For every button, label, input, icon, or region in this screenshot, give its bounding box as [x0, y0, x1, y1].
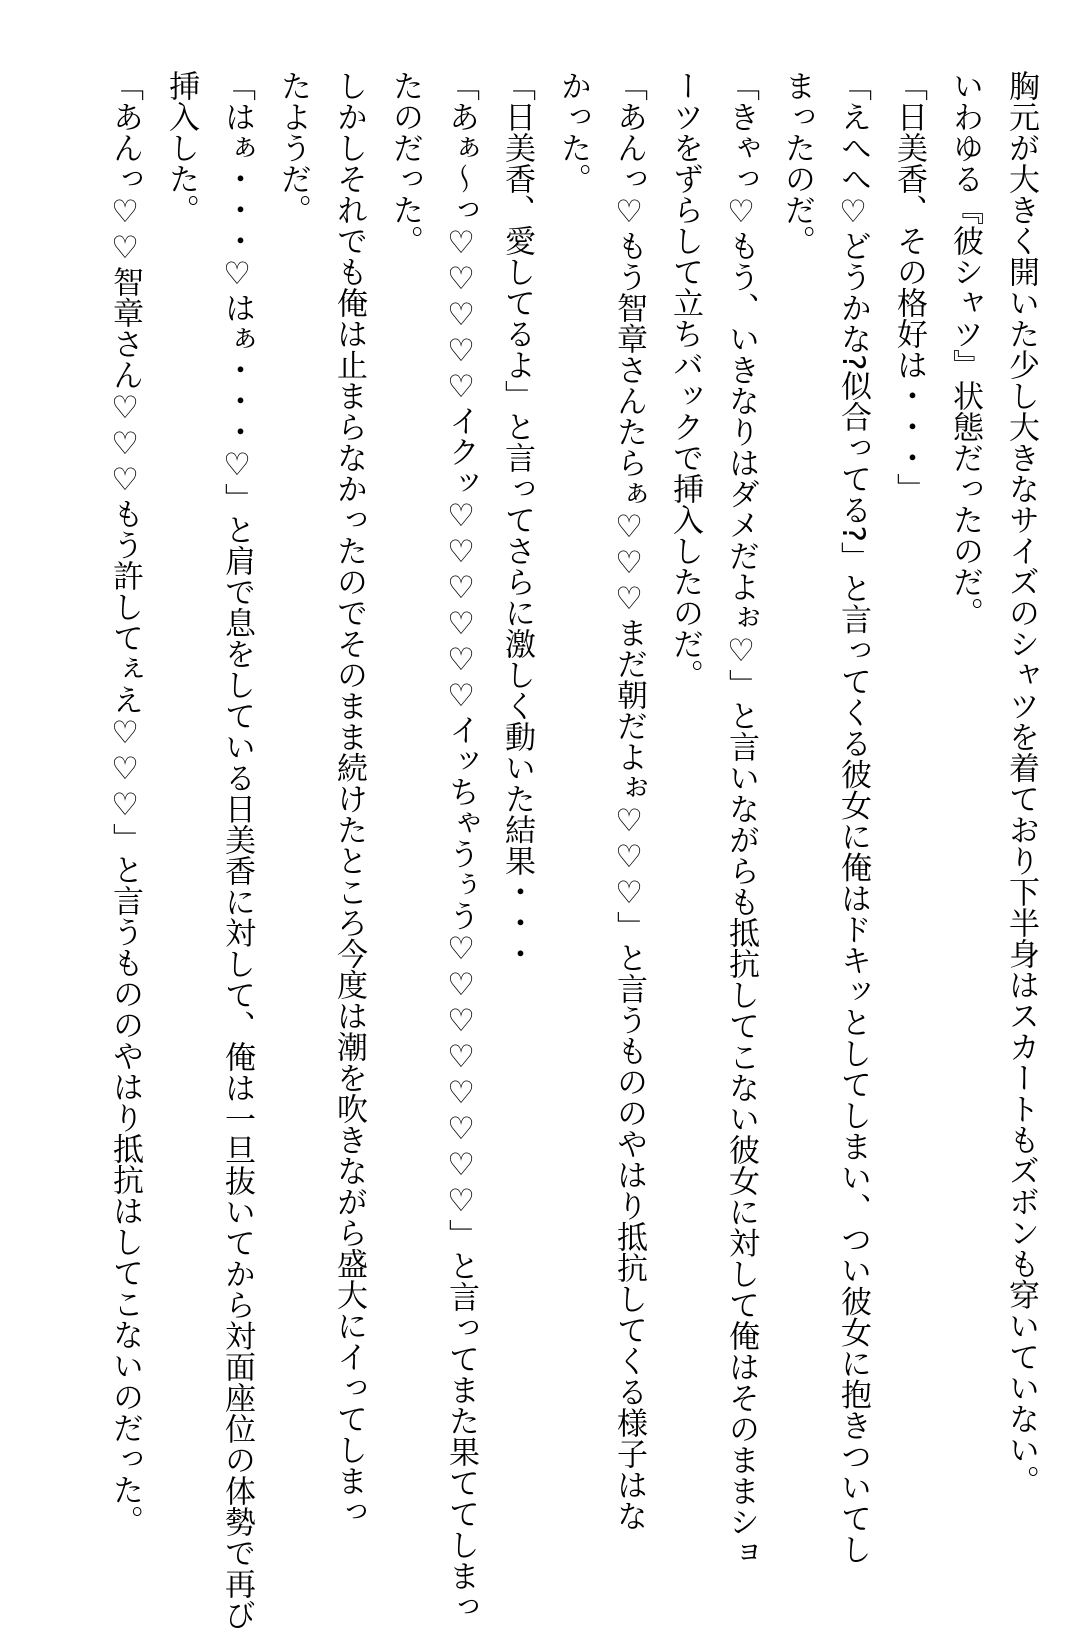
text-line: たのだった。 [387, 70, 423, 256]
text-line: 「あんっ♡もう智章さんたらぁ♡♡♡まだ朝だよぉ♡♡♡」と言うもののやはり抵抗してくる様子はな [611, 70, 647, 1531]
text-line: かった。 [555, 70, 591, 194]
text-line: 胸元が大きく開いた少し大きなサイズのシャツを着ており下半身はスカートもズボンも穿いていない。 [1003, 70, 1039, 1496]
text-line: 「えへへ♡どうかな?似合ってる?」と言ってくる彼女に俺はドキッとしてしまい、つい彼女に抱きついてし [835, 70, 871, 1565]
text-line: 「あんっ♡♡智章さん♡♡♡もう許してぇえ♡♡♡」と言うもののやはり抵抗はしてこないのだった。 [107, 70, 143, 1536]
text-line: 挿入した。 [163, 70, 199, 225]
text-line: 「日美香、その格好は・・・」 [891, 70, 927, 504]
text-line: 「日美香、愛してるよ」と言ってさらに激しく動いた結果・・・ [499, 70, 535, 969]
text-line: ーツをずらして立ちバックで挿入したのだ。 [667, 70, 703, 690]
text-line: まったのだ。 [779, 70, 815, 256]
text-line: 「きゃっ♡もう、いきなりはダメだよぉ♡」と言いながらも抵抗してこない彼女に対して俺はそのままショ [723, 70, 759, 1568]
text-line: 「はぁ・・・♡はぁ・・・♡」と肩で息をしている日美香に対して、俺は一旦抜いてから対面座位の体勢で再び [219, 70, 255, 1630]
text-line: 「あぁ〜っ♡♡♡♡♡イクッ♡♡♡♡♡♡イッちゃうぅう♡♡♡♡♡♡♡♡」と言ってまた果ててしまっ [443, 70, 479, 1622]
text-columns [97, 70, 1049, 1636]
text-line: たようだ。 [275, 70, 311, 225]
text-line: いわゆる『彼シャツ』状態だったのだ。 [947, 70, 983, 628]
text-line: しかしそれでも俺は止まらなかったのでそのまま続けたところ今度は潮を吹きながら盛大にイってしまっ [331, 70, 367, 1527]
